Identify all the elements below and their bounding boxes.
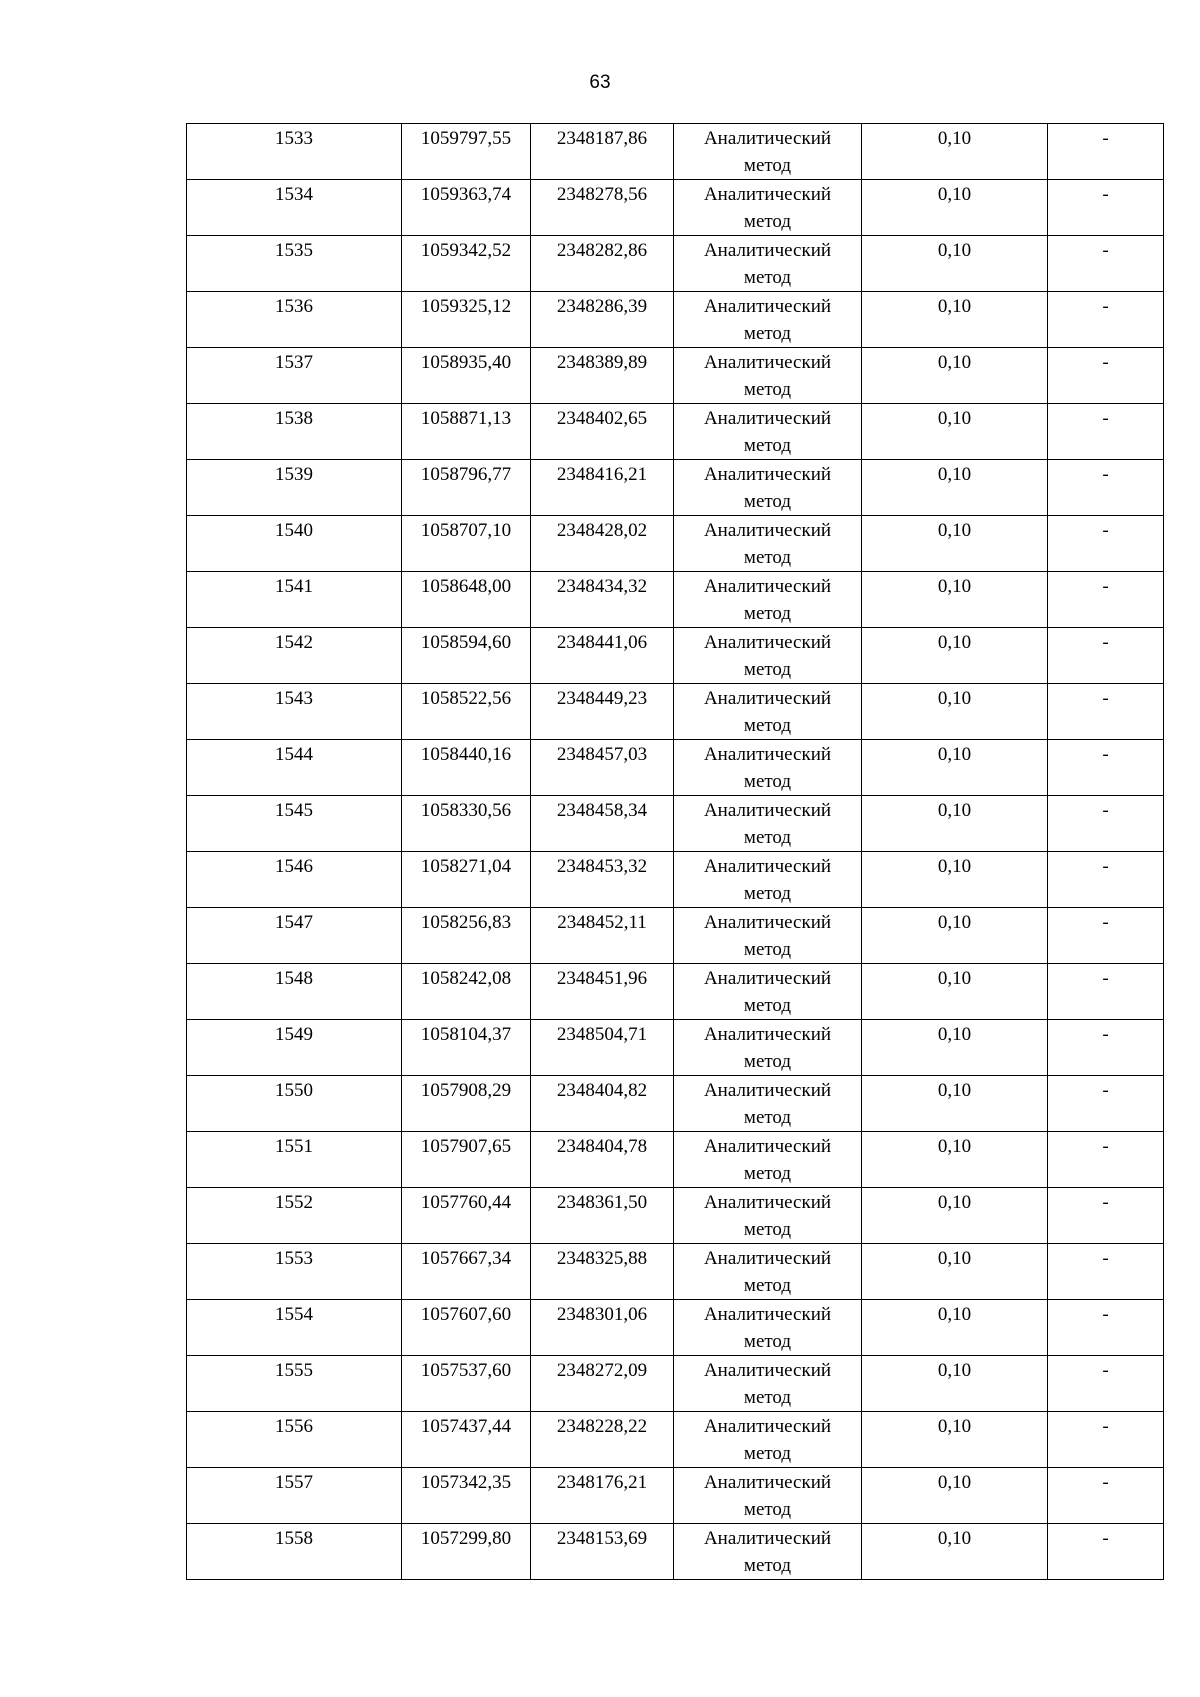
- method-cell: [674, 1468, 862, 1524]
- y-coordinate-cell: 2348457,03: [531, 740, 674, 796]
- method-cell: [674, 1188, 862, 1244]
- x-coordinate-cell: 1058440,16: [402, 740, 531, 796]
- point-number-cell: 1548: [187, 964, 402, 1020]
- table-row: [187, 628, 1164, 684]
- y-coordinate-cell: 2348404,78: [531, 1132, 674, 1188]
- method-line-2: метод: [743, 547, 792, 568]
- y-coordinate-cell: 2348325,88: [531, 1244, 674, 1300]
- point-number-cell: 1553: [187, 1244, 402, 1300]
- table-row: [187, 740, 1164, 796]
- accuracy-cell: 0,10: [862, 292, 1048, 348]
- method-cell: [674, 572, 862, 628]
- method-line-1: Аналитический: [703, 856, 832, 877]
- x-coordinate-cell: 1058648,00: [402, 572, 531, 628]
- point-number-cell: 1538: [187, 404, 402, 460]
- method-cell: [674, 1356, 862, 1412]
- point-number-cell: 1534: [187, 180, 402, 236]
- table-row: [187, 1524, 1164, 1580]
- method-cell: [674, 740, 862, 796]
- x-coordinate-cell: 1057907,65: [402, 1132, 531, 1188]
- method-cell: [674, 124, 862, 180]
- method-cell: [674, 1244, 862, 1300]
- method-line-1: Аналитический: [703, 184, 832, 205]
- x-coordinate-cell: 1058271,04: [402, 852, 531, 908]
- y-coordinate-cell: 2348458,34: [531, 796, 674, 852]
- x-coordinate-cell: 1059325,12: [402, 292, 531, 348]
- method-line-1: Аналитический: [703, 1416, 832, 1437]
- method-line-2: метод: [743, 1499, 792, 1520]
- y-coordinate-cell: 2348153,69: [531, 1524, 674, 1580]
- y-coordinate-cell: 2348434,32: [531, 572, 674, 628]
- note-cell: -: [1048, 1468, 1164, 1524]
- y-coordinate-cell: 2348187,86: [531, 124, 674, 180]
- table-row: [187, 236, 1164, 292]
- point-number-cell: 1546: [187, 852, 402, 908]
- note-cell: -: [1048, 516, 1164, 572]
- method-line-2: метод: [743, 1443, 792, 1464]
- x-coordinate-cell: 1058796,77: [402, 460, 531, 516]
- method-line-2: метод: [743, 603, 792, 624]
- method-cell: [674, 1132, 862, 1188]
- method-cell: [674, 1076, 862, 1132]
- table-row: [187, 292, 1164, 348]
- y-coordinate-cell: 2348272,09: [531, 1356, 674, 1412]
- method-line-2: метод: [743, 1219, 792, 1240]
- method-cell: [674, 292, 862, 348]
- note-cell: -: [1048, 572, 1164, 628]
- method-cell: [674, 1524, 862, 1580]
- method-line-1: Аналитический: [703, 296, 832, 317]
- note-cell: -: [1048, 628, 1164, 684]
- note-cell: -: [1048, 908, 1164, 964]
- accuracy-cell: 0,10: [862, 796, 1048, 852]
- method-cell: [674, 684, 862, 740]
- accuracy-cell: 0,10: [862, 1524, 1048, 1580]
- accuracy-cell: 0,10: [862, 1132, 1048, 1188]
- table-row: [187, 1188, 1164, 1244]
- note-cell: -: [1048, 180, 1164, 236]
- x-coordinate-cell: 1059363,74: [402, 180, 531, 236]
- accuracy-cell: 0,10: [862, 1244, 1048, 1300]
- y-coordinate-cell: 2348278,56: [531, 180, 674, 236]
- x-coordinate-cell: 1058594,60: [402, 628, 531, 684]
- method-cell: [674, 460, 862, 516]
- accuracy-cell: 0,10: [862, 1412, 1048, 1468]
- accuracy-cell: 0,10: [862, 348, 1048, 404]
- x-coordinate-cell: 1057760,44: [402, 1188, 531, 1244]
- method-line-1: Аналитический: [703, 1080, 832, 1101]
- accuracy-cell: 0,10: [862, 1356, 1048, 1412]
- y-coordinate-cell: 2348286,39: [531, 292, 674, 348]
- method-line-2: метод: [743, 659, 792, 680]
- y-coordinate-cell: 2348428,02: [531, 516, 674, 572]
- point-number-cell: 1551: [187, 1132, 402, 1188]
- accuracy-cell: 0,10: [862, 460, 1048, 516]
- note-cell: -: [1048, 1524, 1164, 1580]
- table-body: [187, 124, 1164, 1580]
- point-number-cell: 1550: [187, 1076, 402, 1132]
- method-line-1: Аналитический: [703, 352, 832, 373]
- x-coordinate-cell: 1058256,83: [402, 908, 531, 964]
- point-number-cell: 1536: [187, 292, 402, 348]
- accuracy-cell: 0,10: [862, 124, 1048, 180]
- note-cell: -: [1048, 1020, 1164, 1076]
- accuracy-cell: 0,10: [862, 1020, 1048, 1076]
- note-cell: -: [1048, 1356, 1164, 1412]
- method-line-2: метод: [743, 1163, 792, 1184]
- note-cell: -: [1048, 1244, 1164, 1300]
- table-row: [187, 516, 1164, 572]
- accuracy-cell: 0,10: [862, 1300, 1048, 1356]
- y-coordinate-cell: 2348504,71: [531, 1020, 674, 1076]
- method-line-2: метод: [743, 715, 792, 736]
- x-coordinate-cell: 1059797,55: [402, 124, 531, 180]
- x-coordinate-cell: 1059342,52: [402, 236, 531, 292]
- accuracy-cell: 0,10: [862, 1468, 1048, 1524]
- table-row: [187, 1244, 1164, 1300]
- x-coordinate-cell: 1057342,35: [402, 1468, 531, 1524]
- point-number-cell: 1556: [187, 1412, 402, 1468]
- method-line-1: Аналитический: [703, 1472, 832, 1493]
- method-line-2: метод: [743, 827, 792, 848]
- x-coordinate-cell: 1057537,60: [402, 1356, 531, 1412]
- point-number-cell: 1549: [187, 1020, 402, 1076]
- table-row: [187, 348, 1164, 404]
- method-cell: [674, 404, 862, 460]
- table-row: [187, 964, 1164, 1020]
- y-coordinate-cell: 2348361,50: [531, 1188, 674, 1244]
- accuracy-cell: 0,10: [862, 740, 1048, 796]
- note-cell: -: [1048, 1076, 1164, 1132]
- note-cell: -: [1048, 852, 1164, 908]
- method-line-1: Аналитический: [703, 1360, 832, 1381]
- method-line-2: метод: [743, 939, 792, 960]
- accuracy-cell: 0,10: [862, 1076, 1048, 1132]
- method-line-1: Аналитический: [703, 520, 832, 541]
- x-coordinate-cell: 1058104,37: [402, 1020, 531, 1076]
- method-line-1: Аналитический: [703, 240, 832, 261]
- accuracy-cell: 0,10: [862, 404, 1048, 460]
- point-number-cell: 1544: [187, 740, 402, 796]
- method-line-1: Аналитический: [703, 1192, 832, 1213]
- method-line-1: Аналитический: [703, 688, 832, 709]
- table-row: [187, 460, 1164, 516]
- method-line-2: метод: [743, 883, 792, 904]
- table-row: [187, 572, 1164, 628]
- x-coordinate-cell: 1057299,80: [402, 1524, 531, 1580]
- method-line-1: Аналитический: [703, 800, 832, 821]
- accuracy-cell: 0,10: [862, 964, 1048, 1020]
- note-cell: -: [1048, 236, 1164, 292]
- x-coordinate-cell: 1058935,40: [402, 348, 531, 404]
- method-cell: [674, 1412, 862, 1468]
- note-cell: -: [1048, 796, 1164, 852]
- method-cell: [674, 1020, 862, 1076]
- method-cell: [674, 908, 862, 964]
- y-coordinate-cell: 2348404,82: [531, 1076, 674, 1132]
- x-coordinate-cell: 1058242,08: [402, 964, 531, 1020]
- method-line-2: метод: [743, 1051, 792, 1072]
- table-row: [187, 908, 1164, 964]
- point-number-cell: 1535: [187, 236, 402, 292]
- method-line-1: Аналитический: [703, 1024, 832, 1045]
- table-row: [187, 1300, 1164, 1356]
- point-number-cell: 1543: [187, 684, 402, 740]
- method-cell: [674, 964, 862, 1020]
- table-row: [187, 1020, 1164, 1076]
- accuracy-cell: 0,10: [862, 516, 1048, 572]
- note-cell: -: [1048, 684, 1164, 740]
- method-line-2: метод: [743, 1107, 792, 1128]
- method-line-1: Аналитический: [703, 576, 832, 597]
- method-line-2: метод: [743, 491, 792, 512]
- point-number-cell: 1558: [187, 1524, 402, 1580]
- note-cell: -: [1048, 1300, 1164, 1356]
- table-row: [187, 684, 1164, 740]
- method-line-1: Аналитический: [703, 912, 832, 933]
- y-coordinate-cell: 2348282,86: [531, 236, 674, 292]
- accuracy-cell: 0,10: [862, 852, 1048, 908]
- point-number-cell: 1552: [187, 1188, 402, 1244]
- method-line-1: Аналитический: [703, 632, 832, 653]
- point-number-cell: 1557: [187, 1468, 402, 1524]
- method-cell: [674, 1300, 862, 1356]
- point-number-cell: 1541: [187, 572, 402, 628]
- note-cell: -: [1048, 124, 1164, 180]
- method-line-2: метод: [743, 435, 792, 456]
- method-line-2: метод: [743, 771, 792, 792]
- y-coordinate-cell: 2348389,89: [531, 348, 674, 404]
- method-line-2: метод: [743, 211, 792, 232]
- table-row: [187, 124, 1164, 180]
- point-number-cell: 1540: [187, 516, 402, 572]
- method-line-2: метод: [743, 267, 792, 288]
- table-row: [187, 1356, 1164, 1412]
- method-cell: [674, 180, 862, 236]
- y-coordinate-cell: 2348441,06: [531, 628, 674, 684]
- table-row: [187, 1412, 1164, 1468]
- method-cell: [674, 852, 862, 908]
- y-coordinate-cell: 2348452,11: [531, 908, 674, 964]
- x-coordinate-cell: 1058330,56: [402, 796, 531, 852]
- method-line-2: метод: [743, 1555, 792, 1576]
- method-line-1: Аналитический: [703, 128, 832, 149]
- x-coordinate-cell: 1058522,56: [402, 684, 531, 740]
- point-number-cell: 1547: [187, 908, 402, 964]
- y-coordinate-cell: 2348451,96: [531, 964, 674, 1020]
- x-coordinate-cell: 1058707,10: [402, 516, 531, 572]
- point-number-cell: 1554: [187, 1300, 402, 1356]
- x-coordinate-cell: 1057607,60: [402, 1300, 531, 1356]
- method-line-2: метод: [743, 1275, 792, 1296]
- note-cell: -: [1048, 964, 1164, 1020]
- method-line-1: Аналитический: [703, 1304, 832, 1325]
- y-coordinate-cell: 2348301,06: [531, 1300, 674, 1356]
- table-row: [187, 1468, 1164, 1524]
- method-cell: [674, 236, 862, 292]
- method-cell: [674, 628, 862, 684]
- method-line-1: Аналитический: [703, 744, 832, 765]
- y-coordinate-cell: 2348176,21: [531, 1468, 674, 1524]
- accuracy-cell: 0,10: [862, 684, 1048, 740]
- note-cell: -: [1048, 292, 1164, 348]
- y-coordinate-cell: 2348402,65: [531, 404, 674, 460]
- x-coordinate-cell: 1057667,34: [402, 1244, 531, 1300]
- method-line-1: Аналитический: [703, 1528, 832, 1549]
- point-number-cell: 1539: [187, 460, 402, 516]
- accuracy-cell: 0,10: [862, 572, 1048, 628]
- table-row: [187, 404, 1164, 460]
- method-line-1: Аналитический: [703, 408, 832, 429]
- note-cell: -: [1048, 404, 1164, 460]
- accuracy-cell: 0,10: [862, 628, 1048, 684]
- point-number-cell: 1555: [187, 1356, 402, 1412]
- table-row: [187, 1132, 1164, 1188]
- note-cell: -: [1048, 740, 1164, 796]
- method-line-2: метод: [743, 1331, 792, 1352]
- x-coordinate-cell: 1057908,29: [402, 1076, 531, 1132]
- table-row: [187, 852, 1164, 908]
- accuracy-cell: 0,10: [862, 908, 1048, 964]
- table-row: [187, 796, 1164, 852]
- note-cell: -: [1048, 1412, 1164, 1468]
- point-number-cell: 1542: [187, 628, 402, 684]
- point-number-cell: 1545: [187, 796, 402, 852]
- y-coordinate-cell: 2348453,32: [531, 852, 674, 908]
- method-cell: [674, 796, 862, 852]
- y-coordinate-cell: 2348228,22: [531, 1412, 674, 1468]
- page-number: 63: [589, 72, 611, 93]
- note-cell: -: [1048, 1132, 1164, 1188]
- y-coordinate-cell: 2348449,23: [531, 684, 674, 740]
- table-row: [187, 180, 1164, 236]
- table-row: [187, 1076, 1164, 1132]
- method-line-2: метод: [743, 995, 792, 1016]
- note-cell: -: [1048, 1188, 1164, 1244]
- y-coordinate-cell: 2348416,21: [531, 460, 674, 516]
- accuracy-cell: 0,10: [862, 236, 1048, 292]
- note-cell: -: [1048, 348, 1164, 404]
- coordinates-table: [186, 123, 1164, 1580]
- method-line-1: Аналитический: [703, 968, 832, 989]
- note-cell: -: [1048, 460, 1164, 516]
- accuracy-cell: 0,10: [862, 180, 1048, 236]
- accuracy-cell: 0,10: [862, 1188, 1048, 1244]
- method-line-2: метод: [743, 1387, 792, 1408]
- method-line-1: Аналитический: [703, 1248, 832, 1269]
- method-cell: [674, 516, 862, 572]
- x-coordinate-cell: 1057437,44: [402, 1412, 531, 1468]
- point-number-cell: 1533: [187, 124, 402, 180]
- method-line-1: Аналитический: [703, 1136, 832, 1157]
- x-coordinate-cell: 1058871,13: [402, 404, 531, 460]
- method-cell: [674, 348, 862, 404]
- method-line-1: Аналитический: [703, 464, 832, 485]
- method-line-2: метод: [743, 323, 792, 344]
- point-number-cell: 1537: [187, 348, 402, 404]
- method-line-2: метод: [743, 379, 792, 400]
- method-line-2: метод: [743, 155, 792, 176]
